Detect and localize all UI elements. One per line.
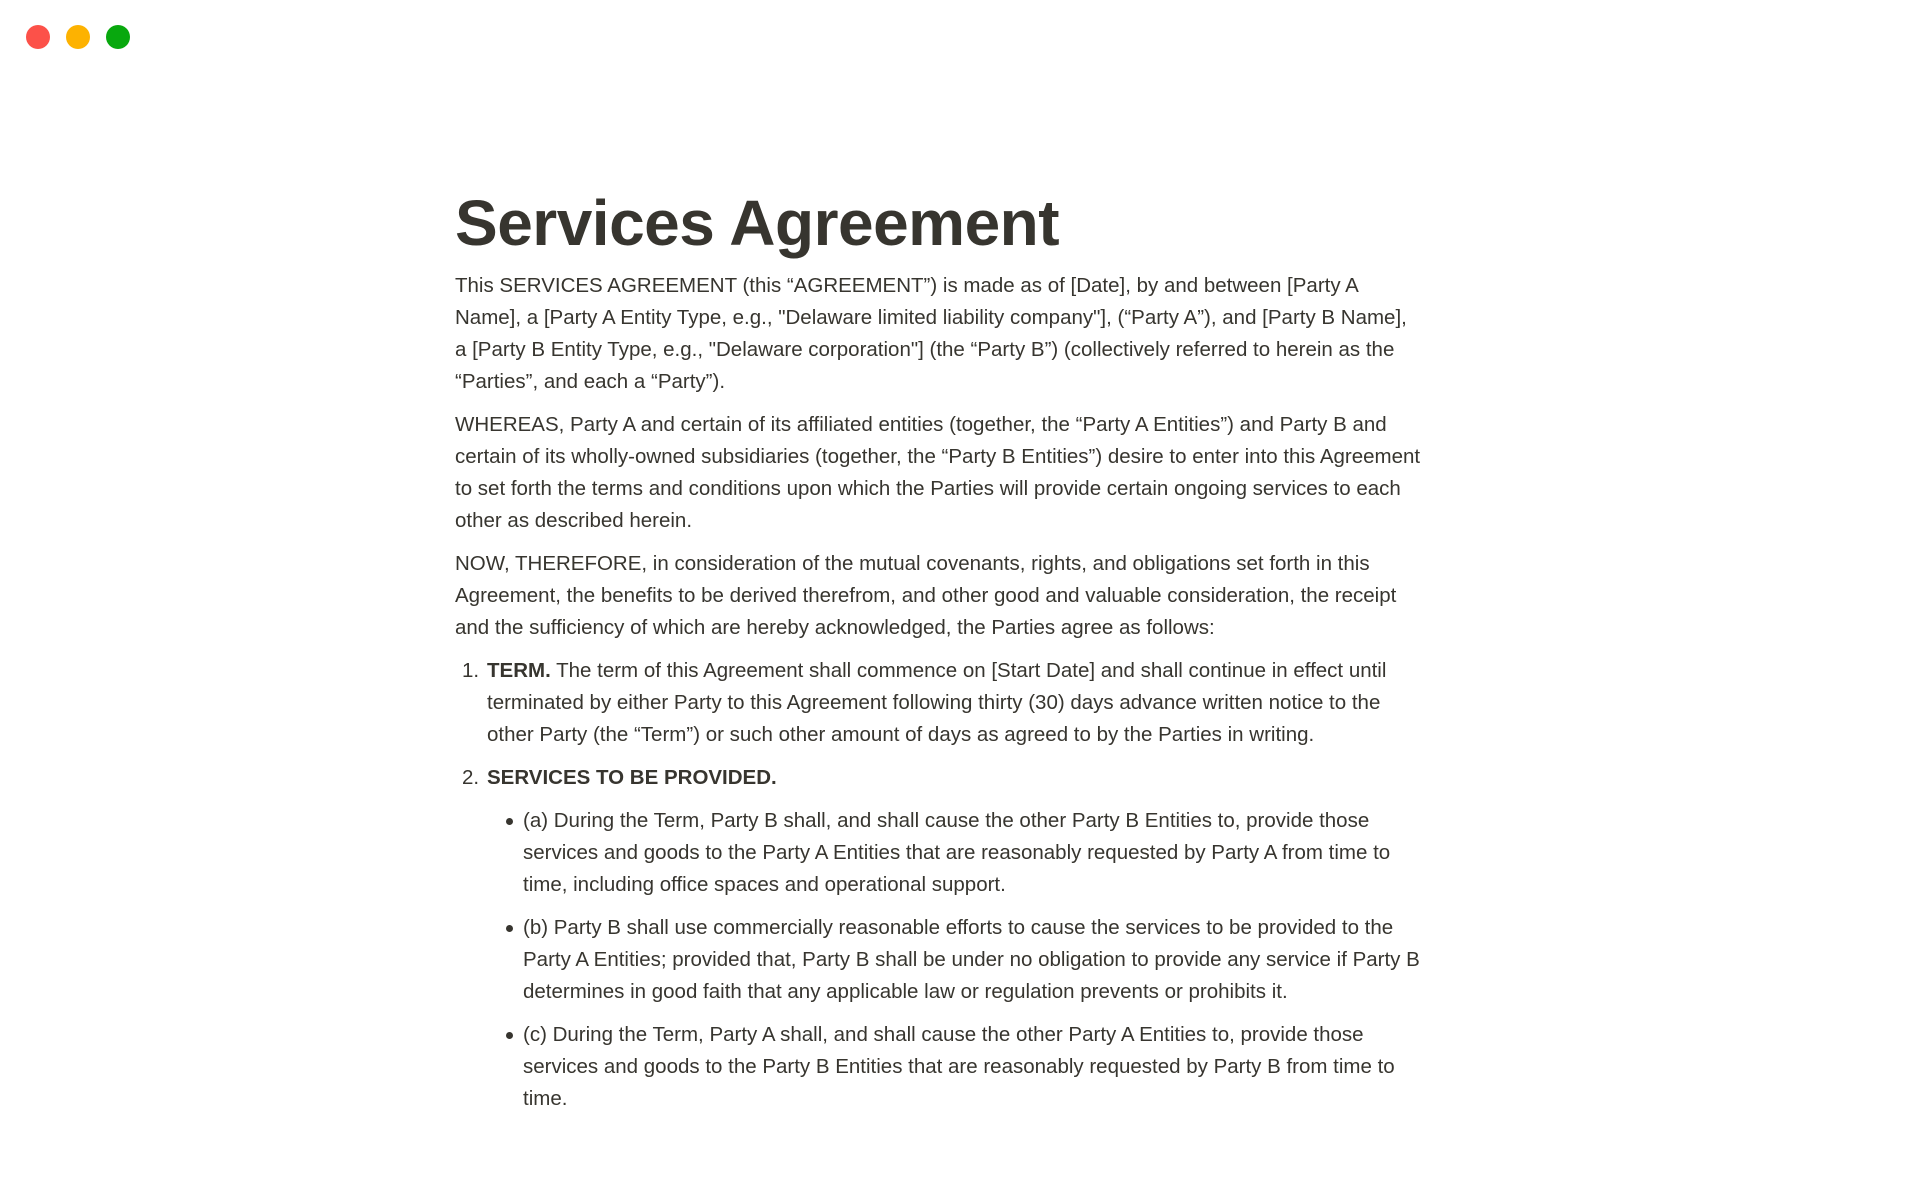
- close-button[interactable]: [26, 25, 50, 49]
- services-heading: SERVICES TO BE PROVIDED.: [487, 766, 777, 789]
- bullet-item-a[interactable]: [455, 805, 1423, 901]
- bullet-text: (c) During the Term, Party A shall, and shall cause the other Party A Entities to, provide those services and goods to the Party B Entities that are reasonably requested by Party B from time to time.: [523, 1023, 1395, 1110]
- list-number: 2.: [462, 766, 480, 789]
- numbered-item-text: [487, 655, 1423, 751]
- paragraph-now-therefore[interactable]: NOW, THEREFORE, in consideration of the mutual covenants, rights, and obligations set forth in this Agreement, the benefits to be derived therefrom, and other good and valuable consideration, the receipt and the sufficiency of which are hereby acknowledged, the Parties agree as follows:: [455, 552, 1397, 639]
- bullet-item-c[interactable]: [455, 1019, 1423, 1115]
- maximize-button[interactable]: [106, 25, 130, 49]
- bullet-item-b[interactable]: [455, 912, 1423, 1008]
- numbered-item-text: [487, 762, 1423, 794]
- bullet-icon: [506, 1032, 513, 1039]
- paragraph-intro[interactable]: This SERVICES AGREEMENT (this “AGREEMENT”) is made as of [Date], by and between [Party A Name], a [Party A Entity Type, e.g., "Delaware limited liability company"], (“Party A”), and [Party B Name], a [Party B Entity Type, e.g., "Delaware corporation"] (the “Party B”) (collectively referred to herein as the “Parties”, and each a “Party”).: [455, 274, 1407, 393]
- term-heading: TERM.: [487, 659, 551, 682]
- bullet-text: (a) During the Term, Party B shall, and shall cause the other Party B Entities to, provide those services and goods to the Party A Entities that are reasonably requested by Party A from time to time, including office spaces and operational support.: [523, 809, 1391, 896]
- bullet-icon: [506, 925, 513, 932]
- document-page: [455, 187, 1423, 1126]
- term-body: The term of this Agreement shall commence on [Start Date] and shall continue in effect until terminated by either Party to this Agreement following thirty (30) days advance written notice to the other Party (the “Term”) or such other amount of days as agreed to by the Parties in writing.: [487, 659, 1387, 746]
- paragraph-whereas[interactable]: WHEREAS, Party A and certain of its affiliated entities (together, the “Party A Entities”) and Party B and certain of its wholly-owned subsidiaries (together, the “Party B Entities”) desire to enter into this Agreement to set forth the terms and conditions upon which the Parties will provide certain ongoing services to each other as described herein.: [455, 413, 1421, 532]
- window-controls: [26, 25, 130, 49]
- bullet-text: (b) Party B shall use commercially reasonable efforts to cause the services to be provided to the Party A Entities; provided that, Party B shall be under no obligation to provide any service if Party B determines in good faith that any applicable law or regulation prevents or prohibits it.: [523, 916, 1420, 1003]
- page-title[interactable]: Services Agreement: [455, 187, 1060, 259]
- bullet-list: [455, 805, 1423, 1115]
- bullet-icon: [506, 818, 513, 825]
- minimize-button[interactable]: [66, 25, 90, 49]
- numbered-item-term[interactable]: [455, 655, 1423, 751]
- numbered-item-services[interactable]: [455, 762, 1423, 794]
- numbered-list: [455, 655, 1423, 1115]
- list-number: 1.: [462, 659, 480, 682]
